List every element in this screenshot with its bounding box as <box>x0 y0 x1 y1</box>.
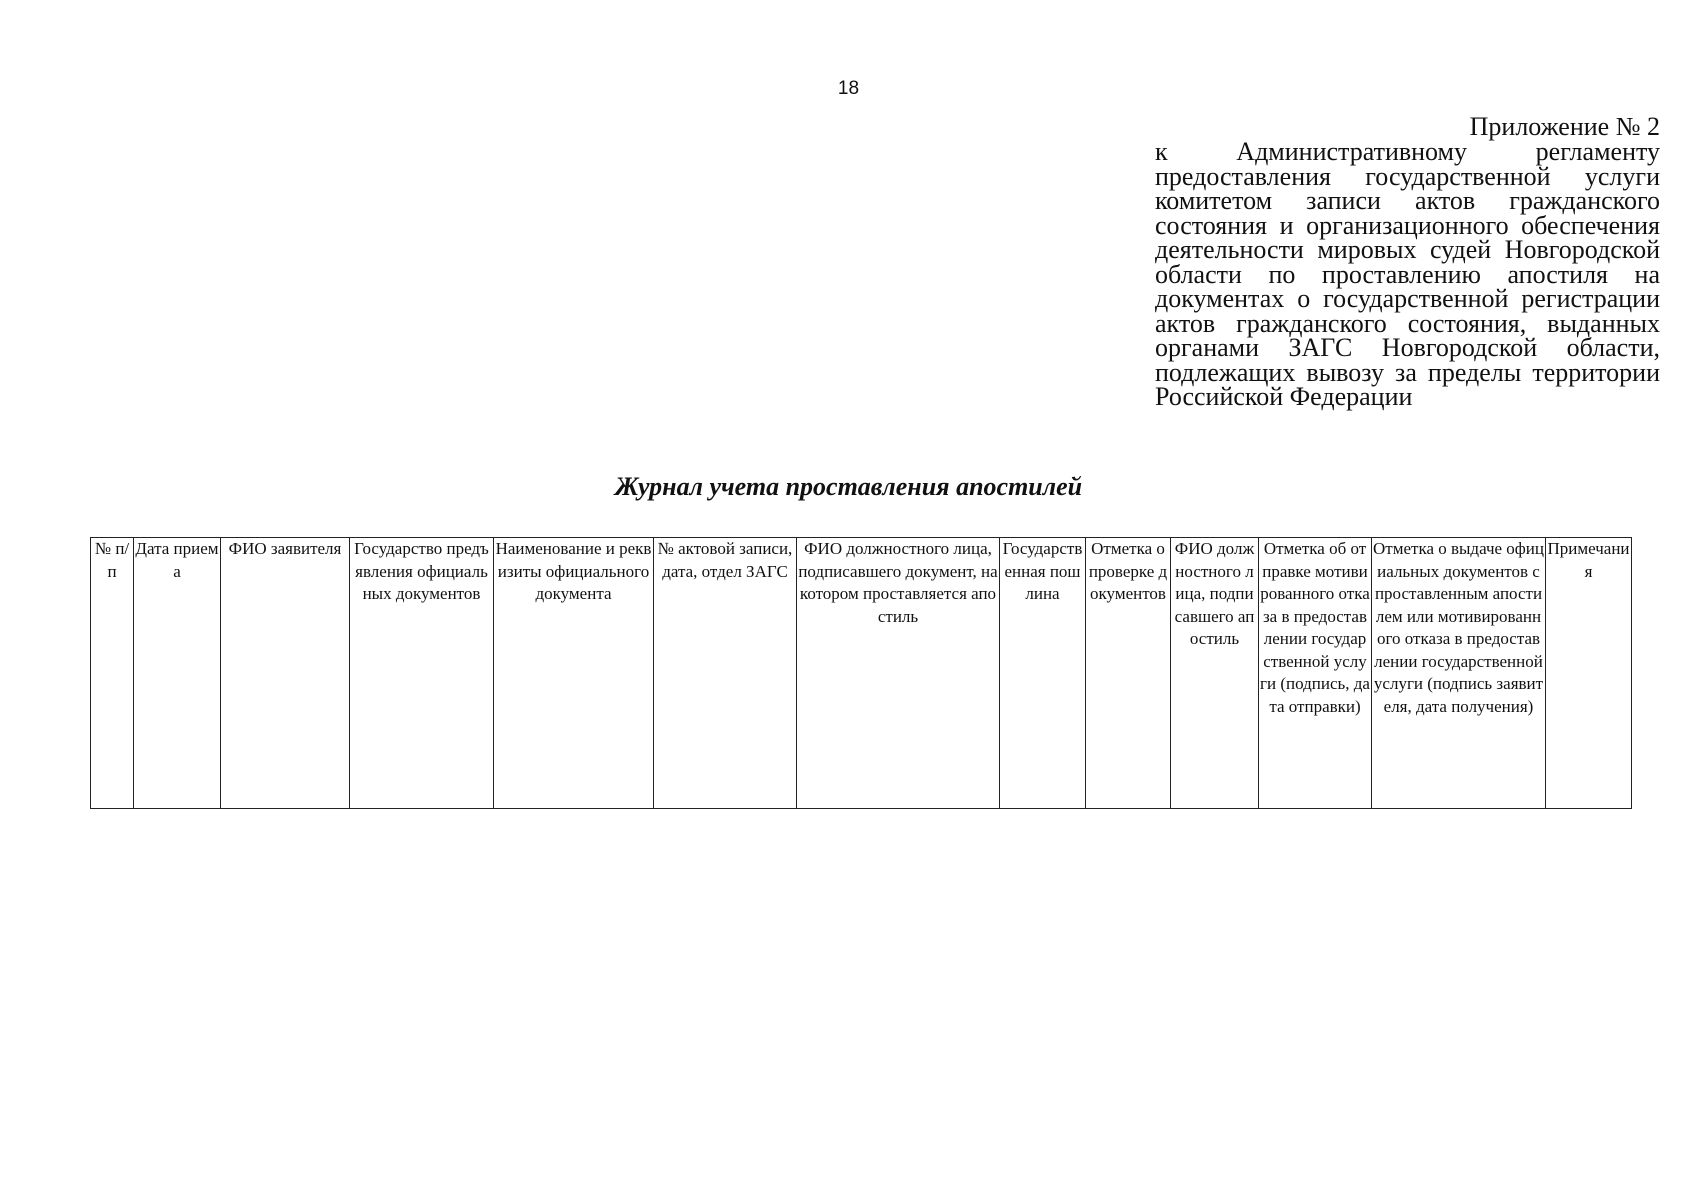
column-header-document-signer: ФИО должностного лица, подписавшего документ, на котором проставляется апостиль <box>797 538 1000 809</box>
column-header-number: № п/п <box>91 538 134 809</box>
column-header-refusal-dispatch-mark: Отметка об отправке мотивированного отказа в предоставлении государственной услуги (подпись, дата отправки) <box>1259 538 1372 809</box>
journal-table <box>90 537 1632 809</box>
journal-title: Журнал учета проставления апостилей <box>614 472 1083 501</box>
appendix-block <box>1155 114 1660 410</box>
page-number: 18 <box>837 78 860 99</box>
appendix-title: Приложение № 2 <box>1469 112 1660 141</box>
column-header-state-fee: Государственная пошлина <box>1000 538 1086 809</box>
column-header-applicant-name: ФИО заявителя <box>221 538 350 809</box>
column-header-apostille-signer: ФИО должностного лица, подписавшего апостиль <box>1171 538 1259 809</box>
journal-header-row <box>91 538 1632 809</box>
column-header-civil-record: № актовой записи, дата, отдел ЗАГС <box>654 538 797 809</box>
column-header-verification-mark: Отметка о проверке документов <box>1086 538 1171 809</box>
appendix-body: к Административному регламенту предоставления государственной услуги комитетом записи актов гражданского состояния и организационного обеспечения деятельности мировых судей Новгородской области по проставлению апостиля на документах о государственной регистрации актов гражданского состояния, выданных органами ЗАГС Новгородской области, подлежащих вывозу за пределы территории Российской Федерации <box>1155 137 1660 411</box>
column-header-date-received: Дата приема <box>134 538 221 809</box>
column-header-issuance-mark: Отметка о выдаче официальных документов с проставленным апостилем или мотивированного отказа в предоставлении государственной услуги (подпись заявителя, дата получения) <box>1372 538 1546 809</box>
column-header-notes: Примечания <box>1546 538 1632 809</box>
column-header-document-details: Наименование и реквизиты официального документа <box>494 538 654 809</box>
column-header-destination-country: Государство предъявления официальных документов <box>350 538 494 809</box>
